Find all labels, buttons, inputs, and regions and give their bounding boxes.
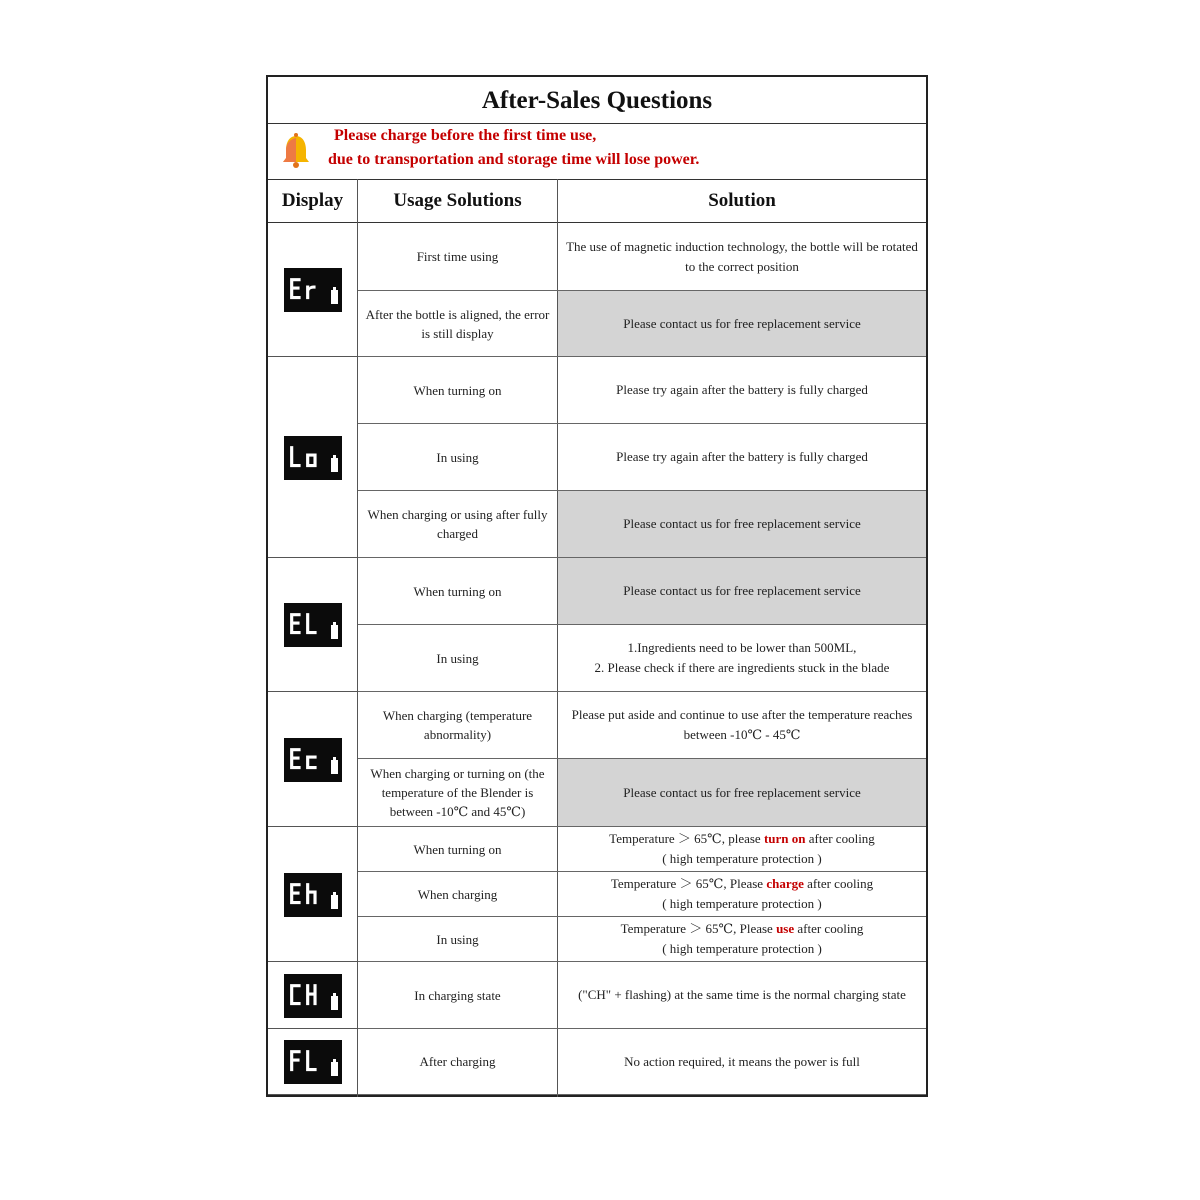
usage-cell: After charging [419, 1054, 496, 1069]
usage-cell: When charging or using after fully charged [367, 507, 548, 541]
ec-code-display-icon [284, 738, 342, 782]
solution-cell: 1.Ingredients need to be lower than 500ML, 2. Please check if there are ingredients stuck in the blade [594, 640, 890, 675]
usage-cell: When turning on [413, 382, 502, 398]
protection-note: ( high temperature protection ) [662, 896, 822, 911]
table-row [358, 917, 926, 962]
usage-cell: In using [436, 931, 479, 947]
usage-cell: When turning on [413, 841, 502, 857]
page-title: After-Sales Questions [268, 77, 926, 124]
table-row [358, 962, 926, 1029]
header-display: Display [268, 179, 357, 223]
solution-cell [558, 827, 926, 871]
solution-text-part: Temperature ＞ 65℃, Please [610, 876, 767, 891]
solution-text-part: after cooling [805, 831, 875, 846]
bell-icon [280, 133, 312, 169]
notice-line-2: due to transportation and storage time will lose power. [328, 151, 700, 168]
table-row [358, 558, 926, 625]
charging-code-display-icon [284, 974, 342, 1018]
solution-cell: No action required, it means the power is full [624, 1053, 860, 1069]
el-code-display-icon [284, 603, 342, 647]
solution-cell [558, 917, 926, 961]
solution-line [611, 874, 873, 894]
protection-note: ( high temperature protection ) [662, 851, 822, 866]
full-code-display-icon [284, 1040, 342, 1084]
table-row [358, 491, 926, 558]
usage-cell: In using [436, 449, 479, 465]
usage-cell: First time using [416, 249, 499, 264]
table-row [358, 759, 926, 827]
solution-text-part: after cooling [803, 876, 874, 891]
error-code-display-icon [284, 268, 342, 312]
solution-line [609, 829, 875, 849]
header-usage: Usage Solutions [358, 179, 557, 223]
low-battery-code-display-icon [284, 436, 342, 480]
table-row [358, 223, 926, 291]
usage-cell: When charging or turning on (the temperature of the Blender is between -10℃ and 45℃) [370, 766, 545, 819]
protection-note: ( high temperature protection ) [662, 941, 822, 956]
header-solution: Solution [558, 179, 926, 223]
table-row [358, 424, 926, 491]
solution-cell: The use of magnetic induction technology, the bottle will be rotated to the correct position [566, 238, 918, 274]
usage-cell: In using [436, 650, 479, 666]
solution-cell: Please put aside and continue to use after the temperature reaches between -10℃ - 45℃ [571, 707, 913, 742]
usage-cell: When charging (temperature abnormality) [382, 708, 533, 742]
solution-text [611, 874, 873, 914]
solution-cell: Please contact us for free replacement service [558, 491, 926, 557]
solution-cell: Please try again after the battery is fully charged [616, 449, 868, 464]
eh-code-display-icon [284, 873, 342, 917]
notice-line-1: Please charge before the first time use, [334, 127, 597, 144]
solution-cell: Please contact us for free replacement service [558, 291, 926, 356]
solution-cell: ("CH" + flashing) at the same time is the normal charging state [578, 987, 906, 1002]
table-row [358, 357, 926, 424]
highlighted-action: charge [766, 876, 804, 891]
table-row [358, 625, 926, 692]
table-row [358, 1029, 926, 1095]
highlighted-action: turn on [763, 831, 806, 846]
after-sales-sheet [266, 75, 928, 1097]
solution-cell: Please try again after the battery is fully charged [616, 382, 868, 397]
table-row [358, 291, 926, 357]
solution-cell [558, 872, 926, 916]
table-row [358, 872, 926, 917]
usage-cell: After the bottle is aligned, the error is still display [365, 306, 550, 341]
highlighted-action: use [776, 921, 795, 936]
table-row [358, 692, 926, 759]
solution-text [609, 829, 875, 869]
usage-cell: When turning on [413, 583, 502, 599]
solution-text-part: Temperature ＞ 65℃, Please [620, 921, 777, 936]
usage-cell: In charging state [414, 987, 501, 1003]
solution-cell: Please contact us for free replacement service [558, 558, 926, 624]
solution-text [621, 919, 864, 959]
solution-line [621, 919, 864, 939]
solution-text-part: after cooling [794, 921, 864, 936]
usage-cell: When charging [417, 886, 498, 902]
table-row [358, 827, 926, 872]
charge-notice [268, 123, 926, 180]
solution-cell: Please contact us for free replacement service [558, 759, 926, 826]
solution-text-part: Temperature ＞ 65℃, please [609, 831, 764, 846]
